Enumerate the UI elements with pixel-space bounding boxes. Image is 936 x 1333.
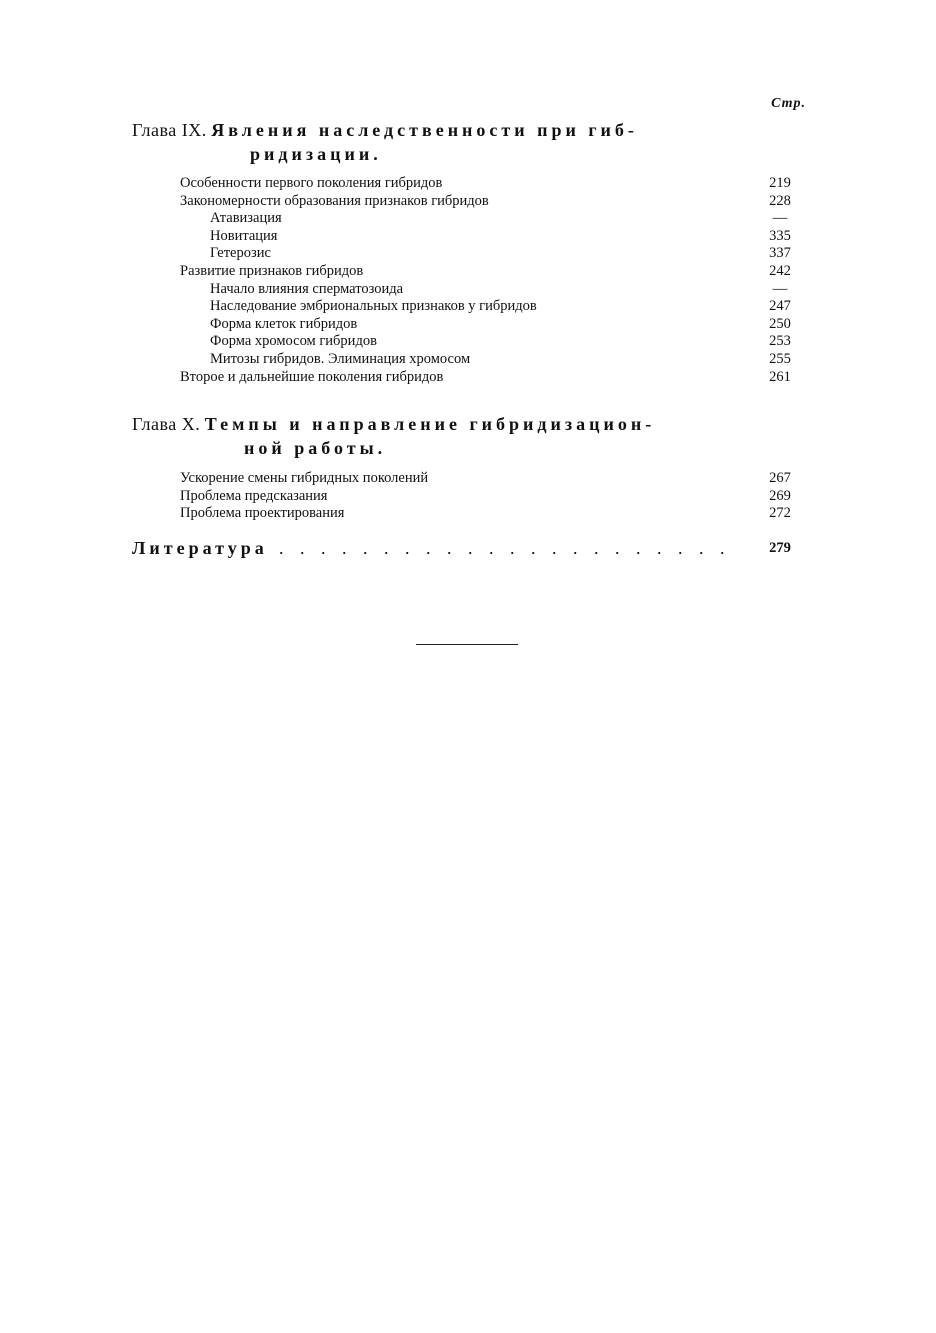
- chapter-9-entries: [180, 175, 804, 386]
- page-column-header: Стр.: [771, 96, 806, 111]
- toc-entry[interactable]: [180, 333, 804, 351]
- toc-entry[interactable]: [180, 193, 804, 211]
- toc-entry-text: Начало влияния сперматозоида: [210, 281, 409, 297]
- toc-entry-text: Гетерозис: [210, 245, 277, 261]
- toc-entry[interactable]: [180, 245, 804, 263]
- toc-entry-page: 261: [769, 368, 791, 385]
- toc-entry[interactable]: [180, 281, 804, 299]
- toc-entry[interactable]: [180, 175, 804, 193]
- literature-title: Литература: [132, 538, 276, 558]
- toc-entry-text: Проблема проектирования: [180, 505, 350, 521]
- chapter-10-heading: [132, 412, 732, 460]
- toc-entry-page: —: [772, 210, 788, 227]
- closing-rule: [416, 644, 518, 645]
- toc-entry-page: 337: [769, 245, 791, 262]
- literature-entry[interactable]: [132, 536, 804, 560]
- toc-entry-text: Форма хромосом гибридов: [210, 333, 383, 349]
- toc-entry-page: 255: [769, 350, 791, 367]
- toc-entry-page: —: [772, 280, 788, 297]
- toc-entry-page: 250: [769, 315, 791, 332]
- toc-entry-text: Развитие признаков гибридов: [180, 263, 369, 279]
- toc-entry[interactable]: [180, 351, 804, 369]
- toc-entry-page: 267: [769, 470, 791, 486]
- chapter-9-title-line2: ридизации.: [250, 144, 382, 164]
- toc-entry-page: 272: [769, 505, 791, 522]
- toc-entry-text: Проблема предсказания: [180, 488, 333, 504]
- toc-entry-text: Новитация: [210, 228, 283, 244]
- toc-entry-page: 253: [769, 333, 791, 350]
- toc-entry-page: 335: [769, 227, 791, 244]
- toc-entry-text: Атавизация: [210, 210, 288, 226]
- toc-entry[interactable]: [180, 228, 804, 246]
- chapter-10-label: Глава X.: [132, 414, 201, 434]
- toc-entry-text: Ускорение смены гибридных поколений: [180, 470, 434, 486]
- toc-entry-page: 269: [769, 487, 791, 504]
- toc-entry-page: 219: [769, 175, 791, 191]
- toc-entry[interactable]: [180, 505, 804, 523]
- toc-entry-page: 228: [769, 192, 791, 209]
- toc-entry-text: Форма клеток гибридов: [210, 316, 363, 332]
- toc-entry[interactable]: [180, 210, 804, 228]
- chapter-9-heading: [132, 118, 732, 166]
- chapter-9-label: Глава IX.: [132, 120, 207, 140]
- toc-entry-text: Второе и дальнейшие поколения гибридов: [180, 369, 449, 385]
- toc-entry-text: Митозы гибридов. Элиминация хромосом: [210, 351, 476, 367]
- toc-entry[interactable]: [180, 316, 804, 334]
- toc-entry[interactable]: [180, 369, 804, 387]
- toc-entry[interactable]: [180, 488, 804, 506]
- toc-entry-page: 242: [769, 262, 791, 279]
- toc-entry-text: Особенности первого поколения гибридов: [180, 175, 448, 191]
- chapter-9-title-line1: Явления наследственности при гиб-: [211, 120, 638, 140]
- toc-entry-page: 247: [769, 298, 791, 315]
- toc-entry-text: Закономерности образования признаков гибридов: [180, 193, 495, 209]
- toc-entry[interactable]: [180, 263, 804, 281]
- toc-entry[interactable]: [180, 298, 804, 316]
- toc-entry-text: Наследование эмбриональных признаков у гибридов: [210, 298, 543, 314]
- chapter-10-title-line1: Темпы и направление гибридизацион-: [204, 414, 656, 434]
- chapter-10-title-line2: ной работы.: [244, 438, 387, 458]
- chapter-10-entries: [180, 470, 804, 523]
- toc-entry[interactable]: [180, 470, 804, 488]
- literature-page: 279: [769, 540, 791, 556]
